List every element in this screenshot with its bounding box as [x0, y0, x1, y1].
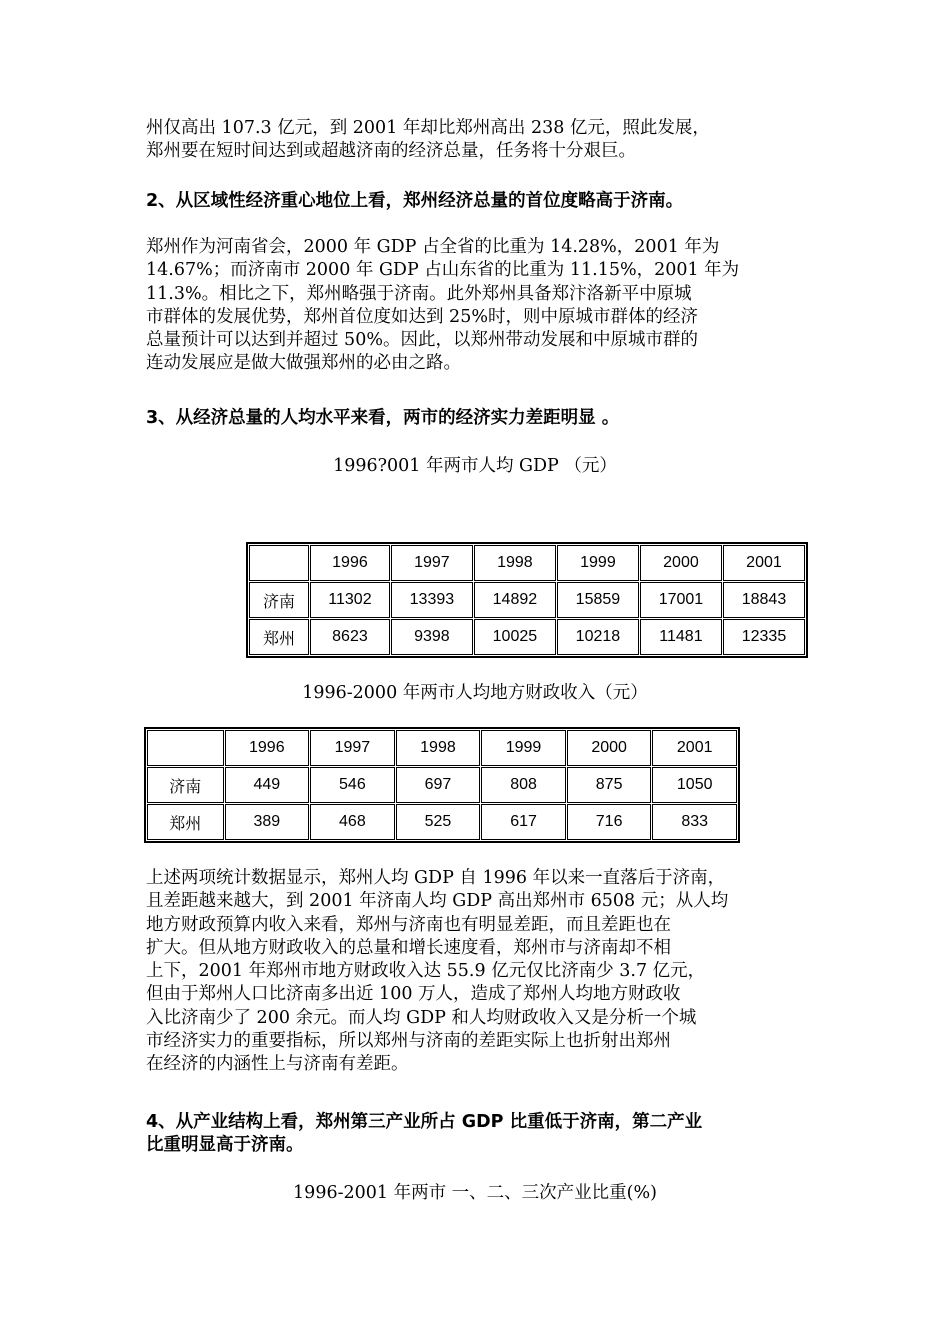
- table-cell: 617: [481, 804, 566, 840]
- table-cell: 875: [567, 767, 652, 803]
- table-cell: [147, 730, 224, 766]
- table-cell: 525: [396, 804, 481, 840]
- table-cell: 1996: [225, 730, 310, 766]
- table1-caption: 1996?001 年两市人均 GDP （元）: [333, 456, 617, 476]
- table-header-row: [249, 545, 805, 581]
- table-cell: 济南: [249, 582, 309, 618]
- table-cell: 14892: [474, 582, 556, 618]
- text-line: 14.67%；而济南市 2000 年 GDP 占山东省的比重为 11.15%，2001 年为: [146, 260, 740, 281]
- table3-caption: 1996-2001 年两市 一、二、三次产业比重(%): [293, 1183, 657, 1203]
- table-cell: [249, 545, 309, 581]
- text-line: 11.3%。相比之下，郑州略强于济南。此外郑州具备郑汴洛新平中原城: [146, 283, 692, 304]
- table-cell: 11302: [310, 582, 390, 618]
- table-cell: 15859: [557, 582, 639, 618]
- table2-caption: 1996-2000 年两市人均地方财政收入（元）: [302, 683, 648, 703]
- table-cell: 2000: [567, 730, 652, 766]
- text-line: 比重明显高于济南。: [146, 1135, 304, 1156]
- table-cell: 17001: [640, 582, 722, 618]
- table-cell: 468: [310, 804, 395, 840]
- table-header-row: [147, 730, 737, 766]
- table-cell: 郑州: [249, 619, 309, 655]
- per-capita-revenue-table: [144, 727, 740, 843]
- table-cell: 1999: [481, 730, 566, 766]
- text-line: 上述两项统计数据显示，郑州人均 GDP 自 1996 年以来一直落后于济南，: [146, 868, 726, 888]
- section-heading-2: 2、从区域性经济重心地位上看，郑州经济总量的首位度略高于济南。: [146, 191, 684, 211]
- table-row: [249, 582, 805, 618]
- table-cell: 12335: [723, 619, 805, 655]
- text-line: 在经济的内涵性上与济南有差距。: [146, 1054, 409, 1075]
- table-cell: 1998: [396, 730, 481, 766]
- table-cell: 546: [310, 767, 395, 803]
- table-cell: 2000: [640, 545, 722, 581]
- paragraph-3: [146, 867, 826, 1077]
- text-line: 郑州作为河南省会，2000 年 GDP 占全省的比重为 14.28%，2001 年为: [146, 237, 720, 257]
- table-row: [147, 767, 737, 803]
- table-cell: 2001: [652, 730, 737, 766]
- paragraph-2: [146, 236, 826, 376]
- table-cell: 13393: [391, 582, 473, 618]
- table-cell: 716: [567, 804, 652, 840]
- text-line: 但由于郑州人口比济南多出近 100 万人，造成了郑州人均地方财政收: [146, 984, 681, 1005]
- table-cell: 9398: [391, 619, 473, 655]
- table-cell: 1050: [652, 767, 737, 803]
- table-cell: 10025: [474, 619, 556, 655]
- text-line: 上下，2001 年郑州市地方财政收入达 55.9 亿元仅比济南少 3.7 亿元，: [146, 961, 706, 982]
- text-line: 扩大。但从地方财政收入的总量和增长速度看，郑州市与济南却不相: [146, 937, 671, 958]
- section-heading-4: [146, 1111, 826, 1158]
- table-cell: 济南: [147, 767, 224, 803]
- text-line: 连动发展应是做大做强郑州的必由之路。: [146, 353, 461, 374]
- table-cell: 郑州: [147, 804, 224, 840]
- table-cell: 2001: [723, 545, 805, 581]
- per-capita-gdp-table: [246, 542, 808, 658]
- table-row: [147, 804, 737, 840]
- table-cell: 1997: [310, 730, 395, 766]
- table-cell: 18843: [723, 582, 805, 618]
- text-line: 入比济南少了 200 余元。而人均 GDP 和人均财政收入又是分析一个城: [146, 1007, 697, 1028]
- table-row: [249, 619, 805, 655]
- section-heading-3: 3、从经济总量的人均水平来看，两市的经济实力差距明显 。: [146, 408, 620, 428]
- table-cell: 1998: [474, 545, 556, 581]
- table-cell: 10218: [557, 619, 639, 655]
- table-cell: 808: [481, 767, 566, 803]
- table-cell: 11481: [640, 619, 722, 655]
- table-cell: 833: [652, 804, 737, 840]
- text-line: 总量预计可以达到并超过 50%。因此，以郑州带动发展和中原城市群的: [146, 330, 698, 351]
- text-line: 市群体的发展优势，郑州首位度如达到 25%时，则中原城市群体的经济: [146, 306, 698, 327]
- table-cell: 1997: [391, 545, 473, 581]
- table-cell: 449: [225, 767, 310, 803]
- table-cell: 697: [396, 767, 481, 803]
- text-line: 且差距越来越大，到 2001 年济南人均 GDP 高出郑州市 6508 元；从人均: [146, 891, 729, 912]
- table-cell: 389: [225, 804, 310, 840]
- text-line: 州仅高出 107.3 亿元，到 2001 年却比郑州高出 238 亿元，照此发展，: [146, 118, 710, 138]
- text-line: 地方财政预算内收入来看，郑州与济南也有明显差距，而且差距也在: [146, 914, 671, 935]
- text-line: 市经济实力的重要指标，所以郑州与济南的差距实际上也折射出郑州: [146, 1031, 671, 1052]
- table-cell: 1999: [557, 545, 639, 581]
- text-line: 4、从产业结构上看，郑州第三产业所占 GDP 比重低于济南，第二产业: [146, 1112, 703, 1132]
- table-cell: 1996: [310, 545, 390, 581]
- paragraph-top: [146, 117, 826, 164]
- text-line: 郑州要在短时间达到或超越济南的经济总量，任务将十分艰巨。: [146, 141, 636, 162]
- table-cell: 8623: [310, 619, 390, 655]
